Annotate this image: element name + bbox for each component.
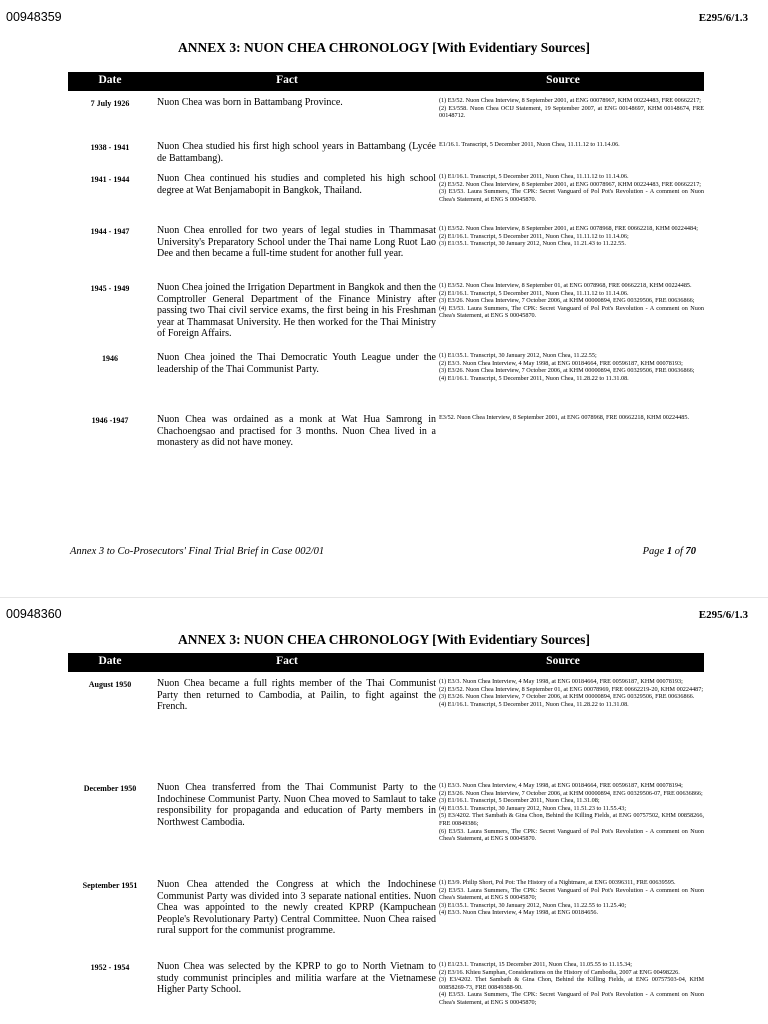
- document-page-2: [0, 600, 768, 1024]
- header-fact: Fact: [276, 655, 298, 667]
- header-date: Date: [98, 655, 122, 667]
- source-entry: (5) E3/4202. Thet Sambath & Gina Chon, Behind the Killing Fields, at ENG 00757502, KHM 00858266, FRE 00849386;: [439, 812, 704, 827]
- source-entry: (3) E1/35.1. Transcript, 30 January 2012, Nuon Chea, 11.22.55 to 11.25.40;: [439, 901, 627, 909]
- source-entry: (1) E3/3. Nuon Chea Interview, 4 May 1998, at ENG 00184664, FRE 00596187, KHM 00078194;: [439, 782, 683, 789]
- row-fact: Nuon Chea enrolled for two years of legal studies in Thammasat University's Preparatory School under the Thai name Long Ruot Lao Dee and then became a full-time student for another full year.: [157, 225, 436, 259]
- header-date: Date: [98, 74, 122, 86]
- row-date: 7 July 1926: [90, 99, 130, 108]
- source-entry: (3) E1/35.1. Transcript, 30 January 2012, Nuon Chea, 11.21.43 to 11.22.55.: [439, 240, 626, 248]
- source-entry: (2) E3/53. Laura Summers, The CPK: Secret Vanguard of Pol Pot's Revolution - A comment on Nuon Chea's Statement, at ENG S 00045870;: [439, 886, 704, 902]
- page-word: Page: [642, 546, 665, 557]
- source-entry: (4) E3/53. Laura Summers, The CPK: Secret Vanguard of Pol Pot's Revolution - A comment on Nuon Chea's Statement, at ENG S 00045870;: [439, 991, 704, 1006]
- row-date: December 1950: [83, 784, 137, 793]
- source-entry: (4) E3/53. Laura Summers, The CPK: Secret Vanguard of Pol Pot's Revolution - A comment on Nuon Chea's Statement, at ENG S 00045870.: [439, 304, 704, 320]
- row-fact: Nuon Chea was ordained as a monk at Wat Hua Samrong in Chachoengsao and practised for 3 months. Nuon Chea lived in a monastery as did not have money.: [157, 414, 436, 448]
- page-divider: [0, 597, 768, 598]
- source-entry: (1) E3/9. Philip Short, Pol Pot: The History of a Nightmare, at ENG 00396311, FRE 00639595.: [439, 879, 676, 886]
- row-date: August 1950: [88, 680, 132, 689]
- of-word: of: [674, 546, 683, 557]
- row-fact: Nuon Chea joined the Thai Democratic Youth League under the leadership of the Thai Communist Party.: [157, 352, 436, 375]
- source-entry: (2) E1/16.1. Transcript, 5 December 2011, Nuon Chea, 11.11.12 to 11.14.06.: [439, 289, 629, 297]
- source-entry: (6) E3/53. Laura Summers, The CPK: Secret Vanguard of Pol Pot's Revolution - A comment on Nuon Chea's Statement, at ENG S 00045870.: [439, 827, 704, 843]
- row-date: 1952 - 1954: [90, 963, 130, 972]
- row-date: 1941 - 1944: [90, 175, 130, 184]
- source-entry: (3) E3/26. Nuon Chea Interview, 7 October 2006, at KHM 00000894, ENG 00329506, FRE 00636866;: [439, 297, 695, 305]
- page-total: 70: [685, 546, 696, 557]
- row-fact: Nuon Chea studied his first high school years in Battambang (Lycée de Battambang).: [157, 141, 436, 164]
- source-entry: (2) E3/3. Nuon Chea Interview, 4 May 1998, at ENG 00184664, FRE 00596187, KHM 00078193;: [439, 359, 683, 367]
- source-entry: (2) E3/16. Khieu Samphan, Considerations on the History of Cambodia, 2007 at ENG 00498226.: [439, 968, 680, 976]
- source-entry: (1) E1/16.1. Transcript, 5 December 2011, Nuon Chea, 11.11.12 to 11.14.06.: [439, 173, 629, 180]
- source-entry: (1) E3/52. Nuon Chea Interview, 8 September 01, at ENG 0078968, FRE 00662218, KHM 00224485.: [439, 282, 692, 289]
- source-entry: (3) E3/4202. Thet Sambath & Gina Chon, Behind the Killing Fields, at ENG 00757503-04, KHM 00858269-73, FRE 00849388-90.: [439, 976, 704, 991]
- document-number: 00948360: [6, 607, 62, 621]
- row-sources: [439, 282, 704, 320]
- row-fact: Nuon Chea became a full rights member of the Thai Communist Party then returned to Cambodia, at Pailin, to fight against the French.: [157, 678, 436, 712]
- header-source: Source: [546, 655, 580, 667]
- source-entry: (2) E3/52. Nuon Chea Interview, 8 September 01, at ENG 00078969, FRE 00662219-20, KHM 00224487;: [439, 685, 704, 693]
- page-title: ANNEX 3: NUON CHEA CHRONOLOGY [With Evidentiary Sources]: [178, 40, 590, 55]
- page-number: 1: [666, 546, 673, 557]
- row-sources: [439, 352, 704, 382]
- source-entry: (2) E3/52. Nuon Chea Interview, 8 September 2001, at ENG 00078967, KHM 00224483, FRE 00662217;: [439, 180, 702, 188]
- page-counter: [643, 546, 696, 557]
- row-sources: [439, 97, 704, 120]
- source-entry: E3/52. Nuon Chea Interview, 8 September 2001, at ENG 0078968, FRE 00662218, KHM 00224485.: [439, 414, 689, 421]
- header-source: Source: [546, 74, 580, 86]
- table-header: [68, 653, 704, 672]
- header-fact: Fact: [276, 74, 298, 86]
- row-sources: [439, 782, 704, 843]
- row-date: 1946 -1947: [91, 416, 129, 425]
- row-sources: [439, 879, 704, 917]
- row-fact: Nuon Chea attended the Congress at which the Indochinese Communist Party was divided into 3 separate national entities. Nuon Chea was appointed to the newly created KPRP (Kampuchean People's Revolutionary Party) Central Committee. Nuon Chea raised rural support for the communist programme.: [157, 879, 436, 936]
- source-entry: (1) E3/52. Nuon Chea Interview, 8 September 2001, at ENG 0078968, FRE 00662218, KHM 00224484;: [439, 225, 698, 232]
- row-sources: [439, 961, 704, 1007]
- source-entry: (1) E3/52. Nuon Chea Interview, 8 September 2001, at ENG 00078967, KHM 00224483, FRE 00662217;: [439, 97, 702, 104]
- source-entry: (1) E3/3. Nuon Chea Interview, 4 May 1998, at ENG 00184664, FRE 00596187, KHM 00078193;: [439, 678, 683, 685]
- row-date: 1946: [102, 354, 118, 363]
- source-entry: (2) E3/558. Nuon Chea OCIJ Statement, 19 September 2007, at ENG 00148697, KHM 00148674, FRE 00148712.: [439, 104, 704, 120]
- source-entry: (3) E3/26. Nuon Chea Interview, 7 October 2006, at KHM 00000894, ENG 00329506, FRE 00636866;: [439, 367, 695, 375]
- row-sources: [439, 414, 704, 422]
- row-sources: [439, 678, 704, 708]
- source-entry: (2) E3/26. Nuon Chea Interview, 7 October 2006, at KHM 00000894, ENG 00329506-07, FRE 00636866;: [439, 789, 703, 797]
- source-entry: (2) E1/16.1. Transcript, 5 December 2011, Nuon Chea, 11.11.12 to 11.14.06;: [439, 232, 629, 240]
- page-title: ANNEX 3: NUON CHEA CHRONOLOGY [With Evidentiary Sources]: [178, 632, 590, 647]
- row-fact: Nuon Chea transferred from the Thai Communist Party to the Indochinese Communist Party. Nuon Chea moved to Samlaut to take responsibility for propaganda and education of Party members in Northwest Cambodia.: [157, 782, 436, 828]
- source-entry: (4) E3/3. Nuon Chea Interview, 4 May 1998, at ENG 00184656.: [439, 909, 599, 917]
- reference-code: E295/6/1.3: [698, 12, 748, 24]
- row-fact: Nuon Chea was born in Battambang Province.: [157, 97, 343, 108]
- source-entry: (3) E3/26. Nuon Chea Interview, 7 October 2006, at KHM 00000894, ENG 00329506, FRE 00636866.: [439, 693, 695, 701]
- table-header: [68, 72, 704, 91]
- source-entry: (4) E1/35.1. Transcript, 30 January 2012, Nuon Chea, 11.51.23 to 11.55.43;: [439, 804, 627, 812]
- source-entry: (3) E3/53. Laura Summers, The CPK: Secret Vanguard of Pol Pot's Revolution - A comment on Nuon Chea's Statement, at ENG S 00045870.: [439, 188, 704, 203]
- row-sources: [439, 141, 704, 149]
- footer-caption: Annex 3 to Co-Prosecutors' Final Trial Brief in Case 002/01: [70, 546, 325, 557]
- row-sources: [439, 225, 704, 248]
- row-fact: Nuon Chea joined the Irrigation Department in Bangkok and then the Comptroller General Department of the Finance Ministry after passing two Thai civil service exams, the first being in his Freshman year at Thammasat University. He then worked for the Thai Ministry of Foreign Affairs.: [157, 282, 436, 339]
- source-entry: (4) E1/16.1. Transcript, 5 December 2011, Nuon Chea, 11.28.22 to 11.31.08.: [439, 374, 629, 382]
- source-entry: (4) E1/16.1. Transcript, 5 December 2011, Nuon Chea, 11.28.22 to 11.31.08.: [439, 700, 629, 708]
- reference-code: E295/6/1.3: [698, 609, 748, 621]
- row-date: 1945 - 1949: [90, 284, 130, 293]
- row-fact: Nuon Chea was selected by the KPRP to go to North Vietnam to study communist principles and militia warfare at the Vietnamese Higher Party School.: [157, 961, 436, 995]
- source-entry: (1) E1/35.1. Transcript, 30 January 2012, Nuon Chea, 11.22.55;: [439, 352, 597, 359]
- row-date: 1944 - 1947: [90, 227, 130, 236]
- row-date: 1938 - 1941: [90, 143, 130, 152]
- row-date: September 1951: [82, 881, 138, 890]
- row-sources: [439, 173, 704, 203]
- row-fact: Nuon Chea continued his studies and completed his high school degree at Wat Benjamabopit in Bangkok, Thailand.: [157, 173, 436, 196]
- source-entry: E1/16.1. Transcript, 5 December 2011, Nuon Chea, 11.11.12 to 11.14.06.: [439, 141, 620, 148]
- source-entry: (3) E1/16.1. Transcript, 5 December 2011, Nuon Chea, 11.31.08;: [439, 797, 600, 805]
- source-entry: (1) E1/23.1. Transcript, 15 December 2011, Nuon Chea, 11.05.55 to 11.15.34;: [439, 961, 632, 968]
- document-number: 00948359: [6, 10, 62, 24]
